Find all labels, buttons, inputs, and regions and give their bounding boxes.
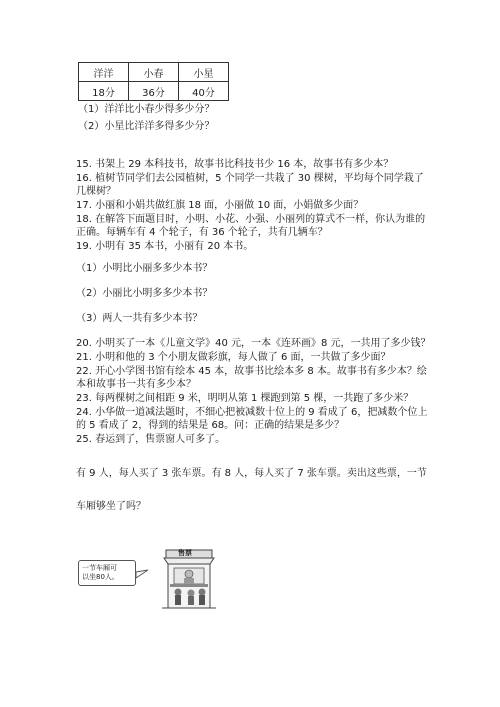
- score-table: [78, 62, 229, 101]
- problem-22-line2: 本和故事书一共有多少本？: [76, 379, 196, 390]
- problem-18-line1: 18. 在解答下面题目时，小明、小花、小强、小丽列的算式不一样，你认为谁的: [76, 214, 426, 225]
- problem-19-part3: （3）两人一共有多少本书？: [76, 313, 203, 324]
- sub-question-1: （1）洋洋比小春少得多少分？: [78, 104, 215, 115]
- ticket-booth-illustration: [78, 548, 218, 610]
- problem-16-line1: 16. 植树节同学们去公园植树，5 个同学一共栽了 30 棵树，平均每个同学栽了: [76, 173, 424, 184]
- problem-17: 17. 小丽和小娟共做红旗 18 面，小丽做 10 面，小娟做多少面？: [76, 200, 364, 211]
- problem-23: 23. 每两棵树之间相距 9 米，明明从第 1 棵跑到第 5 棵，一共跑了多少米？: [76, 393, 414, 404]
- problem-19: 19. 小明有 35 本书，小丽有 20 本书。: [76, 241, 254, 252]
- problem-16-line2: 几棵树？: [76, 186, 116, 197]
- header-cell: 洋洋: [79, 63, 129, 82]
- problem-25-text-line2: 车厢够坐了吗？: [76, 501, 146, 512]
- problem-19-part1: （1）小明比小丽多多少本书？: [76, 263, 213, 274]
- problem-25-text-line1: 有 9 人，每人买了 3 张车票。有 8 人，每人买了 7 张车票。卖出这些票，一节: [76, 468, 427, 479]
- problem-24-line2: 的 5 看成了 2，得到的结果是 68。问：正确的结果是多少？: [76, 420, 345, 431]
- problem-25: 25. 春运到了，售票窗人可多了。: [76, 434, 226, 445]
- problem-24-line1: 24. 小华做一道减法题时，不细心把被减数十位上的 9 看成了 6，把减数个位上: [76, 407, 428, 418]
- problem-21: 21. 小明和他的 3 个小朋友做彩旗，每人做了 6 面，一共做了多少面？: [76, 352, 391, 363]
- value-cell: 40分: [179, 82, 229, 101]
- problem-15: 15. 书架上 29 本科技书，故事书比科技书少 16 本，故事书有多少本？: [76, 159, 394, 170]
- bubble-line-1: 一节车厢可: [82, 564, 117, 572]
- problem-19-part2: （2）小丽比小明多多少本书？: [76, 288, 213, 299]
- booth-sign: 售票: [178, 549, 192, 557]
- sub-question-2: （2）小星比洋洋多得多少分？: [78, 121, 215, 132]
- value-cell: 18分: [79, 82, 129, 101]
- booth-drawing-icon: [78, 548, 218, 610]
- header-cell: 小春: [129, 63, 179, 82]
- bubble-line-2: 以坐80人。: [82, 573, 119, 581]
- problem-22-line1: 22. 开心小学图书馆有绘本 45 本，故事书比绘本多 8 本。故事书有多少本？绘: [76, 366, 427, 377]
- table-row: [79, 63, 229, 82]
- header-cell: 小星: [179, 63, 229, 82]
- problem-18-line2: 正确。每辆车有 4 个轮子，有 36 个轮子，共有几辆车？: [76, 227, 328, 238]
- table-row: [79, 82, 229, 101]
- problem-20: 20. 小明买了一本《儿童文学》40 元，一本《连环画》8 元，一共用了多少钱？: [76, 338, 431, 349]
- value-cell: 36分: [129, 82, 179, 101]
